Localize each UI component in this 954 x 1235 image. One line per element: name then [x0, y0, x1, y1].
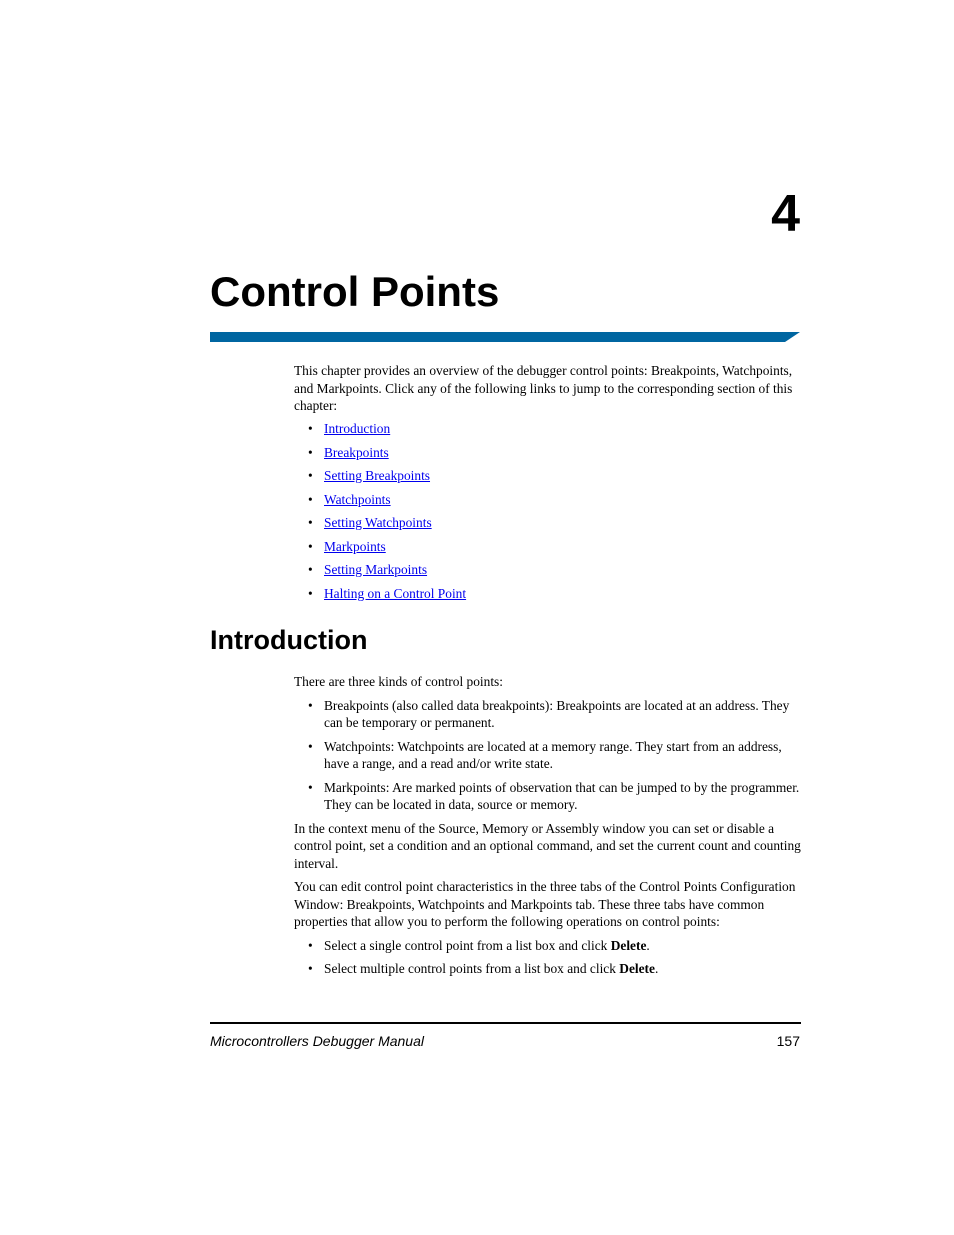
bullet: •	[308, 444, 313, 460]
link-breakpoints[interactable]: Breakpoints	[324, 444, 389, 460]
bullet: •	[308, 585, 313, 601]
op-bold: Delete	[619, 961, 655, 976]
kind-breakpoints: Breakpoints (also called data breakpoints): Breakpoints are located at an address. They can be temporary or permanent.	[324, 697, 790, 730]
link-item	[294, 467, 466, 491]
config-window-paragraph: You can edit control point characteristics in the three tabs of the Control Points Configuration Window: Breakpoints, Watchpoints and Markpoints tab. These three tabs have common properties that allow you to perform the following operations on control points:	[294, 879, 796, 929]
link-item	[294, 585, 466, 609]
list-item	[294, 779, 802, 814]
bullet: •	[308, 421, 313, 436]
link-item	[294, 420, 466, 444]
kind-markpoints: Markpoints: Are marked points of observation that can be jumped to by the programmer. They can be located in data, source or memory.	[324, 779, 800, 812]
list-item	[294, 960, 802, 978]
link-item	[294, 561, 466, 585]
bullet: •	[308, 961, 313, 976]
intro-paragraph	[294, 362, 802, 415]
op-text: Select multiple control points from a list box and click	[324, 961, 620, 976]
list-item	[294, 697, 802, 732]
kind-watchpoints: Watchpoints: Watchpoints are located at a memory range. They start from an address, have a range, and a read and/or write state.	[324, 738, 782, 771]
footer-rule	[210, 1022, 801, 1024]
introduction-lead: There are three kinds of control points:	[294, 674, 503, 689]
control-point-kinds-list	[294, 697, 802, 814]
chapter-title: Control Points	[210, 268, 500, 315]
op-text: Select a single control point from a list box and click	[324, 937, 611, 953]
link-item	[294, 444, 466, 468]
title-rule	[210, 332, 800, 342]
page-number: 157	[776, 1033, 800, 1049]
link-markpoints[interactable]: Markpoints	[324, 538, 386, 554]
context-menu-paragraph: In the context menu of the Source, Memory or Assembly window you can set or disable a control point, set a condition and an optional command, and set the current count and counting interval.	[294, 820, 801, 871]
bullet: •	[308, 779, 313, 795]
bullet: •	[308, 937, 313, 953]
link-watchpoints[interactable]: Watchpoints	[324, 491, 391, 507]
link-introduction[interactable]: Introduction	[324, 421, 391, 436]
link-setting-markpoints[interactable]: Setting Markpoints	[324, 562, 428, 577]
list-item	[294, 738, 802, 773]
bullet: •	[308, 697, 313, 713]
section-heading-introduction: Introduction	[210, 625, 368, 655]
bullet: •	[308, 515, 313, 530]
link-item	[294, 491, 466, 515]
bullet: •	[308, 738, 313, 754]
link-setting-watchpoints[interactable]: Setting Watchpoints	[324, 515, 432, 530]
bullet: •	[308, 562, 313, 577]
op-end: .	[646, 937, 650, 953]
bullet: •	[308, 491, 313, 507]
op-end: .	[654, 961, 659, 976]
operations-list	[294, 937, 802, 978]
chapter-number: 4	[771, 185, 800, 243]
link-halting-on-control-point[interactable]: Halting on a Control Point	[324, 585, 467, 601]
intro-text: This chapter provides an overview of the debugger control points: Breakpoints, Watchpoints, and Markpoints. Click any of the following links to jump to the corresponding section of this chapter:	[294, 363, 793, 413]
op-bold: Delete	[610, 937, 647, 953]
footer-manual-title: Microcontrollers Debugger Manual	[210, 1033, 424, 1049]
link-item	[294, 538, 466, 562]
introduction-body	[294, 673, 802, 984]
bullet: •	[308, 468, 313, 483]
list-item	[294, 937, 802, 955]
link-item	[294, 514, 466, 538]
chapter-link-list	[294, 420, 466, 608]
link-setting-breakpoints[interactable]: Setting Breakpoints	[324, 468, 431, 483]
bullet: •	[308, 538, 313, 554]
